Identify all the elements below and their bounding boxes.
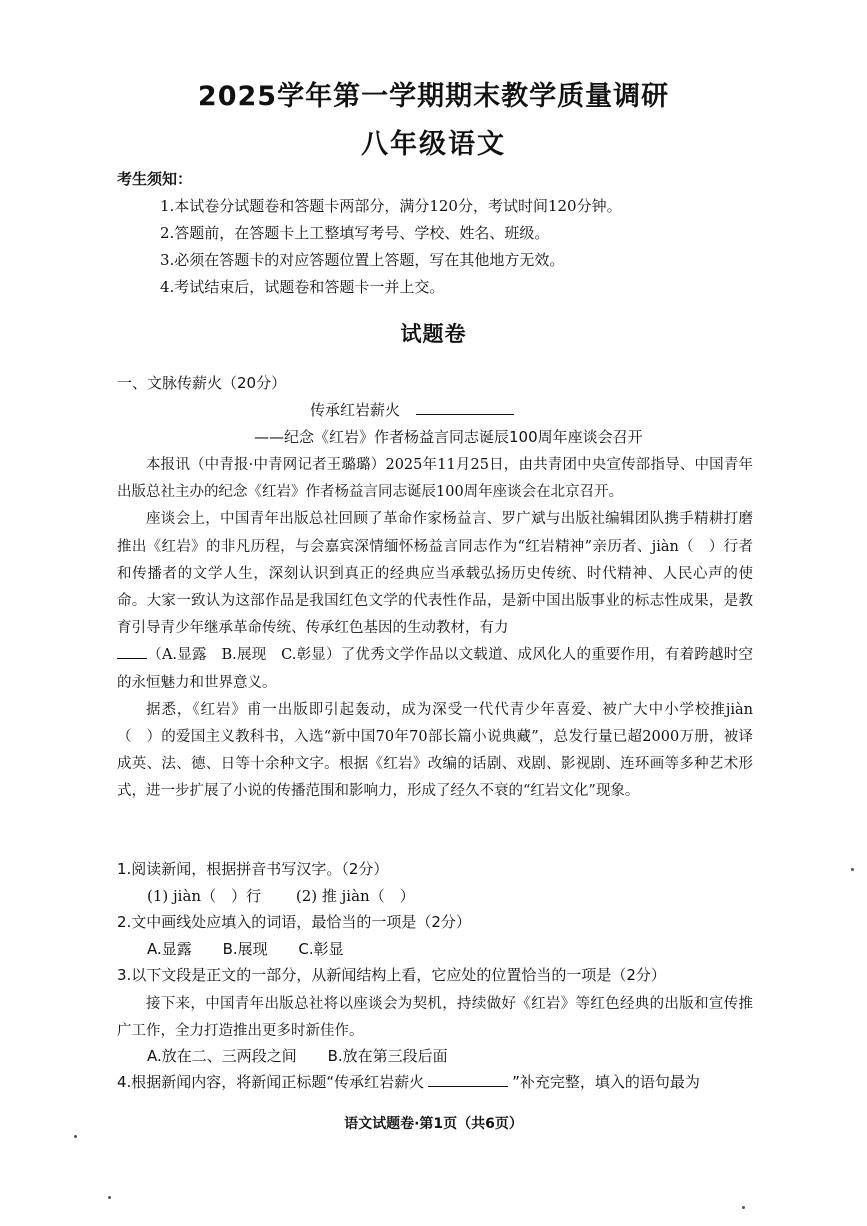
exam-title: 2025学年第一学期期末教学质量调研 [197, 81, 670, 112]
question-2: 2.文中画线处应填入的词语，最恰当的一项是（2分） [117, 913, 471, 931]
news-subtitle: ——纪念《红岩》作者杨益言同志诞辰100周年座谈会召开 [254, 428, 643, 446]
page-footer: 语文试题卷·第1页（共6页） [344, 1116, 523, 1132]
notice-item: 3.必须在答题卡的对应答题位置上答题，写在其他地方无效。 [160, 251, 565, 269]
notice-heading: 考生须知： [117, 170, 193, 188]
news-title-text: 传承红岩薪火 [310, 401, 401, 419]
notice-item: 2.答题前，在答题卡上工整填写考号、学校、姓名、班级。 [160, 224, 550, 242]
scan-speck [74, 1135, 77, 1138]
question-2-options [117, 938, 757, 965]
section-heading: 一、文脉传薪火（20分） [117, 374, 287, 392]
question-1: 1.阅读新闻，根据拼音书写汉字。（2分） [117, 860, 389, 878]
question-3: 3.以下文段是正文的一部分，从新闻结构上看，它应处的位置恰当的一项是（2分） [117, 966, 666, 984]
q1-item-2: (2) 推 jiàn（ ） [295, 886, 415, 905]
subject-title: 八年级语文 [361, 129, 506, 160]
question-3-options [117, 1045, 757, 1072]
questions [117, 858, 757, 1098]
q2-option-c: C.彰显 [298, 939, 344, 958]
notice-item: 1.本试卷分试题卷和答题卡两部分，满分120分，考试时间120分钟。 [160, 197, 622, 215]
q3-option-a: A.放在二、三两段之间 [147, 1046, 297, 1065]
underline-blank [117, 644, 147, 659]
question-3-passage: 接下来，中国青年出版总社将以座谈会为契机，持续做好《红岩》等红色经典的出版和宣传推广工作，全力打造推出更多时新佳作。 [117, 995, 753, 1039]
q2-option-b: B.展现 [222, 939, 268, 958]
q4-before: 4.根据新闻内容，将新闻正标题“传承红岩薪火 [117, 1073, 425, 1091]
news-paragraph-1: 本报讯（中青报·中青网记者王璐璐）2025年11月25日，由共青团中央宣传部指导、中国青年出版总社主办的纪念《红岩》作者杨益言同志诞辰100周年座谈会在北京召开。 [117, 457, 753, 501]
notice-item: 4.考试结束后，试题卷和答题卡一并上交。 [160, 278, 445, 296]
q4-blank [428, 1072, 508, 1087]
q3-option-b: B.放在第三段后面 [327, 1046, 448, 1065]
news-title [310, 399, 514, 420]
question-1-items [117, 885, 757, 912]
q1-item-1: (1) jiàn（ ）行 [147, 886, 262, 905]
paragraph-2-after: （A.显露 B.展现 C.彰显）了优秀文学作品以文载道、成风化人的重要作用，有着跨越时空的永恒魅力和世界意义。 [117, 647, 753, 691]
scan-speck [851, 868, 854, 871]
question-4 [117, 1071, 757, 1098]
q4-after: ”补充完整，填入的语句最为 [512, 1073, 700, 1091]
news-paragraph-2 [117, 506, 753, 696]
notice-list [160, 196, 800, 304]
scan-speck [742, 1206, 745, 1209]
scan-speck [108, 1196, 111, 1199]
title-blank [416, 400, 514, 415]
news-paragraph-3: 据悉，《红岩》甫一出版即引起轰动，成为深受一代代青少年喜爱、被广大中小学校推jiàn（ ）的爱国主义教科书，入选“新中国70年70部长篇小说典藏”，总发行量已超2000万册，被译成英、法、德、日等十余种文字。根据《红岩》改编的话剧、戏剧、影视剧、连环画等多种艺术形式，进一步扩展了小说的传播范围和影响力，形成了经久不衰的“红岩文化”现象。 [117, 701, 753, 800]
q2-option-a: A.显露 [147, 939, 192, 958]
news-body [117, 452, 753, 806]
paper-label: 试题卷 [400, 322, 467, 346]
paragraph-2-before: 座谈会上，中国青年出版总社回顾了革命作家杨益言、罗广斌与出版社编辑团队携手精耕打磨推出《红岩》的非凡历程，与会嘉宾深情缅怀杨益言同志作为“红岩精神”亲历者、jiàn（ ）行者和传播者的文学人生，深刻认识到真正的经典应当承载弘扬历史传统、时代精神、人民心声的使命。大家一致认为这部作品是我国红色文学的代表性作品，是新中国出版事业的标志性成果，是教育引导青少年继承革命传统、传承红色基因的生动教材，有力 [117, 511, 753, 637]
